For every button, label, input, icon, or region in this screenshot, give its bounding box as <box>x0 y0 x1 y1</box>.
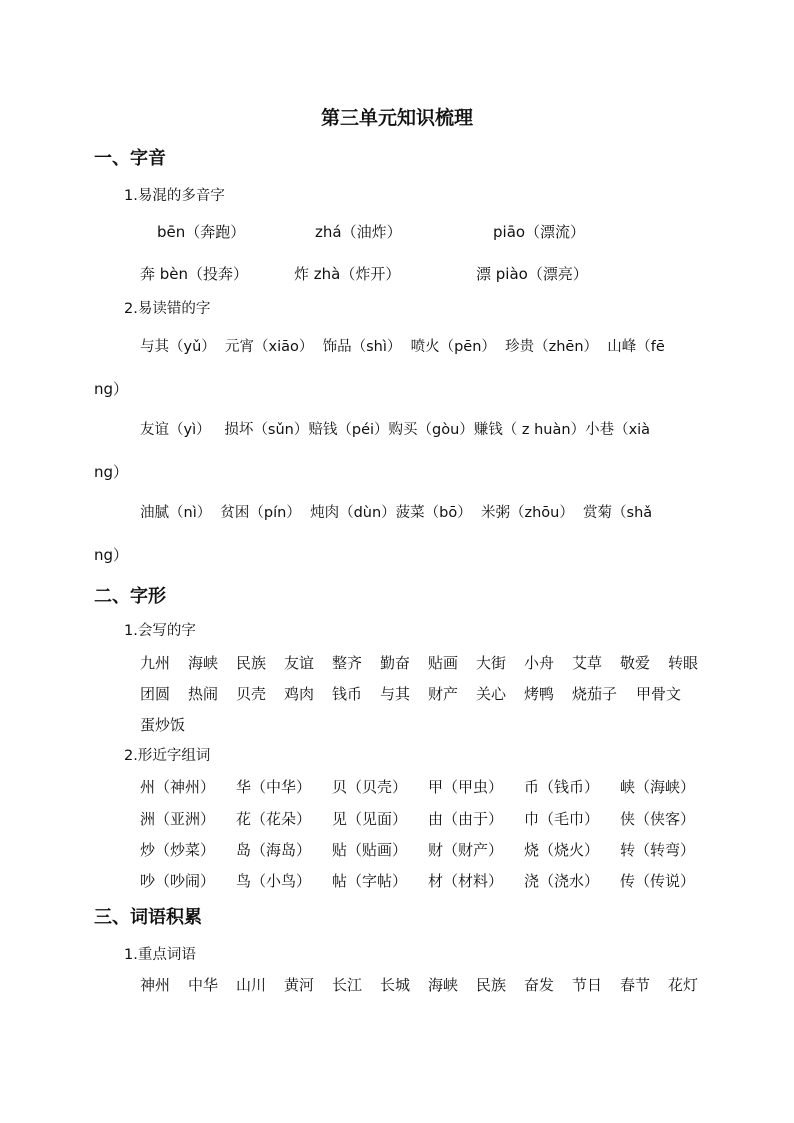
similar-item: 转（转弯） <box>620 841 696 859</box>
subheading-key-words: 1.重点词语 <box>124 947 196 963</box>
word-item: 热闹 <box>188 685 219 703</box>
word-item: 烤鸭 <box>524 685 555 703</box>
word-item: 团圆 <box>140 685 171 703</box>
similar-item: 花（花朵） <box>236 810 312 828</box>
similar-item: 侠（侠客） <box>620 810 696 828</box>
page-title: 第三单元知识梳理 <box>320 107 473 129</box>
word-item: 关心 <box>476 685 507 703</box>
misread-line: ng） <box>94 463 129 481</box>
word-item: 大街 <box>476 654 507 672</box>
similar-item: 见（见面） <box>332 810 408 828</box>
poly-item: zhá（油炸） <box>315 223 402 241</box>
word-item: 甲骨文 <box>636 685 682 703</box>
word-item: 九州 <box>140 654 171 672</box>
word-item: 奋发 <box>524 976 555 994</box>
word-item: 民族 <box>236 654 267 672</box>
word-item: 敬爱 <box>620 654 651 672</box>
poly-item: 奔 bèn（投奔） <box>140 265 249 283</box>
word-item: 山川 <box>236 976 267 994</box>
word-item: 长城 <box>380 976 411 994</box>
word-item: 艾草 <box>572 654 603 672</box>
word-item: 整齐 <box>332 654 363 672</box>
similar-item: 吵（吵闹） <box>140 872 216 890</box>
word-item: 春节 <box>620 976 651 994</box>
word-item: 钱币 <box>332 685 363 703</box>
word-item: 节日 <box>572 976 603 994</box>
similar-item: 由（由于） <box>428 810 504 828</box>
word-item: 贝壳 <box>236 685 267 703</box>
misread-line: ng） <box>94 546 129 564</box>
word-item: 烧茄子 <box>572 685 618 703</box>
word-item: 与其 <box>380 685 411 703</box>
similar-item: 浇（浇水） <box>524 872 600 890</box>
word-item: 长江 <box>332 976 363 994</box>
similar-item: 贝（贝壳） <box>332 778 408 796</box>
word-item: 蛋炒饭 <box>140 716 186 734</box>
word-item: 贴画 <box>428 654 459 672</box>
subheading-write: 1.会写的字 <box>124 623 196 639</box>
word-item: 转眼 <box>668 654 699 672</box>
section-heading-character-form: 二、字形 <box>94 586 166 607</box>
subheading-misread: 2.易读错的字 <box>124 301 211 317</box>
word-item: 海峡 <box>428 976 459 994</box>
similar-item: 传（传说） <box>620 872 696 890</box>
poly-item: piāo（漂流） <box>493 223 586 241</box>
similar-item: 烧（烧火） <box>524 841 600 859</box>
similar-item: 财（财产） <box>428 841 504 859</box>
similar-item: 炒（炒菜） <box>140 841 216 859</box>
poly-item: 炸 zhà（炸开） <box>294 265 401 283</box>
similar-item: 鸟（小鸟） <box>236 872 312 890</box>
similar-item: 州（神州） <box>140 778 216 796</box>
poly-item: 漂 piào（漂亮） <box>476 265 588 283</box>
word-item: 勤奋 <box>380 654 411 672</box>
poly-item: bēn（奔跑） <box>157 223 246 241</box>
word-item: 神州 <box>140 976 171 994</box>
similar-item: 岛（海岛） <box>236 841 312 859</box>
word-item: 花灯 <box>668 976 699 994</box>
word-item: 友谊 <box>284 654 315 672</box>
misread-line: 友谊（yì） 损坏（sǔn）赔钱（péi）购买（gòu）赚钱（ z huàn）小巷（xià <box>140 422 651 438</box>
misread-line: ng） <box>94 380 129 398</box>
word-item: 财产 <box>428 685 459 703</box>
word-item: 中华 <box>188 976 219 994</box>
word-item: 海峡 <box>188 654 219 672</box>
similar-item: 巾（毛巾） <box>524 810 600 828</box>
word-item: 民族 <box>476 976 507 994</box>
misread-line: 油腻（nì） 贫困（pín） 炖肉（dùn）菠菜（bō） 米粥（zhōu） 赏菊（shǎ <box>140 505 653 521</box>
similar-item: 洲（亚洲） <box>140 810 216 828</box>
subheading-polyphonic: 1.易混的多音字 <box>124 188 225 204</box>
word-item: 鸡肉 <box>284 685 315 703</box>
section-heading-vocabulary: 三、词语积累 <box>94 907 202 928</box>
similar-item: 帖（字帖） <box>332 872 408 890</box>
similar-item: 华（中华） <box>236 778 312 796</box>
similar-item: 币（钱币） <box>524 778 600 796</box>
similar-item: 甲（甲虫） <box>428 778 504 796</box>
section-heading-pronunciation: 一、字音 <box>94 148 166 169</box>
similar-item: 贴（贴画） <box>332 841 408 859</box>
misread-line: 与其（yǔ） 元宵（xiāo） 饰品（shì） 喷火（pēn） 珍贵（zhēn） 山峰（fē <box>140 339 665 355</box>
similar-item: 材（材料） <box>428 872 504 890</box>
similar-item: 峡（海峡） <box>620 778 696 796</box>
subheading-similar-characters: 2.形近字组词 <box>124 748 211 764</box>
word-item: 小舟 <box>524 654 555 672</box>
word-item: 黄河 <box>284 976 315 994</box>
